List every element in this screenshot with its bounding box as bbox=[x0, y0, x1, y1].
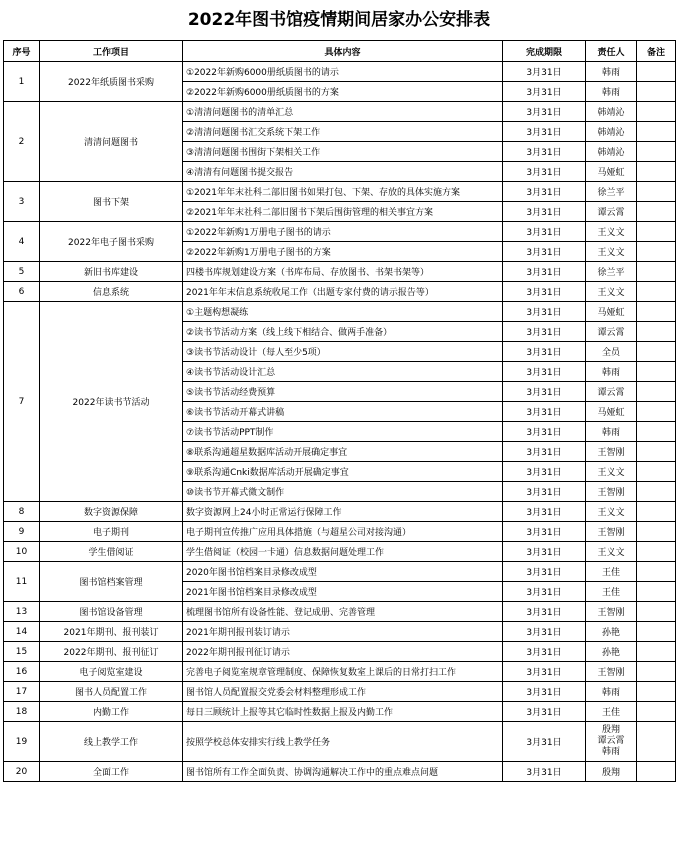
remark-cell bbox=[637, 162, 676, 182]
deadline-cell: 3月31日 bbox=[503, 542, 586, 562]
project-cell: 全面工作 bbox=[40, 762, 183, 782]
owner-cell: 谭云霄 bbox=[586, 382, 637, 402]
deadline-cell: 3月31日 bbox=[503, 422, 586, 442]
owner-cell: 全员 bbox=[586, 342, 637, 362]
deadline-cell: 3月31日 bbox=[503, 102, 586, 122]
table-row bbox=[4, 662, 676, 682]
content-cell: ③清清问题图书围街下架相关工作 bbox=[183, 142, 503, 162]
remark-cell bbox=[637, 282, 676, 302]
owner-cell: 徐兰平 bbox=[586, 182, 637, 202]
header-owner: 责任人 bbox=[586, 41, 637, 62]
project-cell: 2022年电子图书采购 bbox=[40, 222, 183, 262]
row-number-cell: 8 bbox=[4, 502, 40, 522]
project-cell: 2022年期刊、报刊征订 bbox=[40, 642, 183, 662]
remark-cell bbox=[637, 182, 676, 202]
deadline-cell: 3月31日 bbox=[503, 182, 586, 202]
owner-cell: 王佳 bbox=[586, 562, 637, 582]
owner-cell: 韩靖沁 bbox=[586, 122, 637, 142]
content-cell: ⑨联系沟通Cnki数据库活动开展确定事宜 bbox=[183, 462, 503, 482]
content-cell: 2021年年末信息系统收尾工作（出题专家付费的请示报告等） bbox=[183, 282, 503, 302]
remark-cell bbox=[637, 722, 676, 762]
remark-cell bbox=[637, 322, 676, 342]
content-cell: 图书馆人员配置报交党委会材料整理形成工作 bbox=[183, 682, 503, 702]
project-cell: 电子阅览室建设 bbox=[40, 662, 183, 682]
project-cell: 清清问题图书 bbox=[40, 102, 183, 182]
deadline-cell: 3月31日 bbox=[503, 382, 586, 402]
owner-cell: 孙艳 bbox=[586, 642, 637, 662]
project-cell: 线上教学工作 bbox=[40, 722, 183, 762]
content-cell: 电子期刊宣传推广应用具体措施（与超星公司对接沟通） bbox=[183, 522, 503, 542]
deadline-cell: 3月31日 bbox=[503, 702, 586, 722]
content-cell: 按照学校总体安排实行线上教学任务 bbox=[183, 722, 503, 762]
owner-cell: 孙艳 bbox=[586, 622, 637, 642]
deadline-cell: 3月31日 bbox=[503, 202, 586, 222]
row-number-cell: 11 bbox=[4, 562, 40, 602]
owner-cell: 王佳 bbox=[586, 702, 637, 722]
owner-cell: 王义文 bbox=[586, 542, 637, 562]
content-cell: 学生借阅证（校园一卡通）信息数据问题处理工作 bbox=[183, 542, 503, 562]
deadline-cell: 3月31日 bbox=[503, 522, 586, 542]
content-cell: ②2021年年末社科二部旧图书下架后围街管理的相关事宜方案 bbox=[183, 202, 503, 222]
owner-cell: 王义文 bbox=[586, 222, 637, 242]
remark-cell bbox=[637, 102, 676, 122]
owner-cell: 王智刚 bbox=[586, 662, 637, 682]
schedule-table bbox=[3, 40, 676, 782]
remark-cell bbox=[637, 502, 676, 522]
table-row bbox=[4, 622, 676, 642]
remark-cell bbox=[637, 302, 676, 322]
owner-cell: 王佳 bbox=[586, 582, 637, 602]
table-row bbox=[4, 762, 676, 782]
remark-cell bbox=[637, 142, 676, 162]
owner-cell: 王智刚 bbox=[586, 442, 637, 462]
project-cell: 数字资源保障 bbox=[40, 502, 183, 522]
remark-cell bbox=[637, 222, 676, 242]
project-cell: 图书馆设备管理 bbox=[40, 602, 183, 622]
owner-cell: 韩靖沁 bbox=[586, 102, 637, 122]
deadline-cell: 3月31日 bbox=[503, 442, 586, 462]
remark-cell bbox=[637, 342, 676, 362]
sheet-title: 2022年图书馆疫情期间居家办公安排表 bbox=[187, 10, 491, 30]
remark-cell bbox=[637, 522, 676, 542]
content-cell: ②2022年新购1万册电子图书的方案 bbox=[183, 242, 503, 262]
table-row bbox=[4, 282, 676, 302]
remark-cell bbox=[637, 402, 676, 422]
table-row bbox=[4, 102, 676, 122]
owner-cell: 王义文 bbox=[586, 282, 637, 302]
content-cell: ①清清问题图书的清单汇总 bbox=[183, 102, 503, 122]
content-cell: ①2021年年末社科二部旧图书如果打包、下架、存放的具体实施方案 bbox=[183, 182, 503, 202]
remark-cell bbox=[637, 642, 676, 662]
row-number-cell: 2 bbox=[4, 102, 40, 182]
project-cell: 内勤工作 bbox=[40, 702, 183, 722]
row-number-cell: 15 bbox=[4, 642, 40, 662]
table-row bbox=[4, 62, 676, 82]
deadline-cell: 3月31日 bbox=[503, 502, 586, 522]
remark-cell bbox=[637, 482, 676, 502]
remark-cell bbox=[637, 702, 676, 722]
table-row bbox=[4, 722, 676, 762]
owner-cell: 谭云霄 bbox=[586, 322, 637, 342]
owner-cell: 徐兰平 bbox=[586, 262, 637, 282]
deadline-cell: 3月31日 bbox=[503, 682, 586, 702]
deadline-cell: 3月31日 bbox=[503, 342, 586, 362]
deadline-cell: 3月31日 bbox=[503, 302, 586, 322]
owner-cell: 马娅虹 bbox=[586, 162, 637, 182]
deadline-cell: 3月31日 bbox=[503, 282, 586, 302]
owner-cell: 王智刚 bbox=[586, 602, 637, 622]
remark-cell bbox=[637, 682, 676, 702]
deadline-cell: 3月31日 bbox=[503, 402, 586, 422]
deadline-cell: 3月31日 bbox=[503, 642, 586, 662]
project-cell: 信息系统 bbox=[40, 282, 183, 302]
table-row bbox=[4, 542, 676, 562]
remark-cell bbox=[637, 562, 676, 582]
header-row bbox=[4, 41, 676, 62]
content-cell: 2022年期刊报刊征订请示 bbox=[183, 642, 503, 662]
content-cell: 2021年图书馆档案目录修改成型 bbox=[183, 582, 503, 602]
content-cell: 四楼书库规划建设方案（书库布局、存放图书、书架书架等） bbox=[183, 262, 503, 282]
content-cell: 完善电子阅览室规章管理制度、保障恢复数室上课后的日常打扫工作 bbox=[183, 662, 503, 682]
remark-cell bbox=[637, 382, 676, 402]
content-cell: ①主题构想凝练 bbox=[183, 302, 503, 322]
owner-cell: 韩雨 bbox=[586, 422, 637, 442]
content-cell: ④清清有问题图书提交报告 bbox=[183, 162, 503, 182]
remark-cell bbox=[637, 202, 676, 222]
deadline-cell: 3月31日 bbox=[503, 162, 586, 182]
deadline-cell: 3月31日 bbox=[503, 142, 586, 162]
header-project: 工作项目 bbox=[40, 41, 183, 62]
table-row bbox=[4, 702, 676, 722]
content-cell: ④读书节活动设计汇总 bbox=[183, 362, 503, 382]
project-cell: 新旧书库建设 bbox=[40, 262, 183, 282]
content-cell: 2020年图书馆档案目录修改成型 bbox=[183, 562, 503, 582]
table-row bbox=[4, 502, 676, 522]
row-number-cell: 7 bbox=[4, 302, 40, 502]
row-number-cell: 10 bbox=[4, 542, 40, 562]
table-row bbox=[4, 302, 676, 322]
content-cell: 数字资源网上24小时正常运行保障工作 bbox=[183, 502, 503, 522]
remark-cell bbox=[637, 462, 676, 482]
project-cell: 图书馆档案管理 bbox=[40, 562, 183, 602]
row-number-cell: 3 bbox=[4, 182, 40, 222]
owner-cell: 王智刚 bbox=[586, 522, 637, 542]
content-cell: ⑩读书节开幕式微文制作 bbox=[183, 482, 503, 502]
row-number-cell: 20 bbox=[4, 762, 40, 782]
deadline-cell: 3月31日 bbox=[503, 242, 586, 262]
deadline-cell: 3月31日 bbox=[503, 362, 586, 382]
project-cell: 图书下架 bbox=[40, 182, 183, 222]
owner-cell: 王义文 bbox=[586, 462, 637, 482]
remark-cell bbox=[637, 62, 676, 82]
deadline-cell: 3月31日 bbox=[503, 482, 586, 502]
remark-cell bbox=[637, 582, 676, 602]
table-row bbox=[4, 522, 676, 542]
owner-cell: 韩雨 bbox=[586, 682, 637, 702]
owner-cell: 韩靖沁 bbox=[586, 142, 637, 162]
row-number-cell: 4 bbox=[4, 222, 40, 262]
content-cell: ⑦读书节活动PPT制作 bbox=[183, 422, 503, 442]
project-cell: 2022年纸质图书采购 bbox=[40, 62, 183, 102]
deadline-cell: 3月31日 bbox=[503, 222, 586, 242]
table-row bbox=[4, 562, 676, 582]
project-cell: 学生借阅证 bbox=[40, 542, 183, 562]
content-cell: ⑧联系沟通超星数据库活动开展确定事宜 bbox=[183, 442, 503, 462]
table-row bbox=[4, 262, 676, 282]
table-row bbox=[4, 682, 676, 702]
remark-cell bbox=[637, 622, 676, 642]
table-row bbox=[4, 182, 676, 202]
row-number-cell: 19 bbox=[4, 722, 40, 762]
owner-cell: 王智刚 bbox=[586, 482, 637, 502]
content-cell: ③读书节活动设计（每人至少5项） bbox=[183, 342, 503, 362]
deadline-cell: 3月31日 bbox=[503, 122, 586, 142]
deadline-cell: 3月31日 bbox=[503, 82, 586, 102]
owner-cell: 马娅虹 bbox=[586, 302, 637, 322]
remark-cell bbox=[637, 542, 676, 562]
deadline-cell: 3月31日 bbox=[503, 662, 586, 682]
owner-cell: 韩雨 bbox=[586, 62, 637, 82]
table-row bbox=[4, 602, 676, 622]
remark-cell bbox=[637, 262, 676, 282]
content-cell: 每日三顾统计上报等其它临时性数据上报及内勤工作 bbox=[183, 702, 503, 722]
header-no: 序号 bbox=[4, 41, 40, 62]
deadline-cell: 3月31日 bbox=[503, 582, 586, 602]
content-cell: ①2022年新购6000册纸质图书的请示 bbox=[183, 62, 503, 82]
row-number-cell: 6 bbox=[4, 282, 40, 302]
deadline-cell: 3月31日 bbox=[503, 562, 586, 582]
remark-cell bbox=[637, 662, 676, 682]
remark-cell bbox=[637, 442, 676, 462]
row-number-cell: 5 bbox=[4, 262, 40, 282]
content-cell: 梳理图书馆所有设备性能、登记成册、完善管理 bbox=[183, 602, 503, 622]
remark-cell bbox=[637, 422, 676, 442]
content-cell: ②清清问题图书汇交系统下架工作 bbox=[183, 122, 503, 142]
owner-cell: 马娅虹 bbox=[586, 402, 637, 422]
table-row bbox=[4, 642, 676, 662]
row-number-cell: 16 bbox=[4, 662, 40, 682]
remark-cell bbox=[637, 762, 676, 782]
deadline-cell: 3月31日 bbox=[503, 602, 586, 622]
content-cell: ⑤读书节活动经费预算 bbox=[183, 382, 503, 402]
header-remark: 备注 bbox=[637, 41, 676, 62]
row-number-cell: 1 bbox=[4, 62, 40, 102]
project-cell: 电子期刊 bbox=[40, 522, 183, 542]
project-cell: 图书人员配置工作 bbox=[40, 682, 183, 702]
deadline-cell: 3月31日 bbox=[503, 322, 586, 342]
table-body bbox=[4, 62, 676, 782]
table-row bbox=[4, 222, 676, 242]
deadline-cell: 3月31日 bbox=[503, 62, 586, 82]
content-cell: ①2022年新购1万册电子图书的请示 bbox=[183, 222, 503, 242]
row-number-cell: 17 bbox=[4, 682, 40, 702]
content-cell: ⑥读书节活动开幕式讲稿 bbox=[183, 402, 503, 422]
row-number-cell: 14 bbox=[4, 622, 40, 642]
remark-cell bbox=[637, 242, 676, 262]
row-number-cell: 13 bbox=[4, 602, 40, 622]
owner-cell: 殷翔 bbox=[586, 762, 637, 782]
header-deadline: 完成期限 bbox=[503, 41, 586, 62]
deadline-cell: 3月31日 bbox=[503, 262, 586, 282]
content-cell: ②读书节活动方案（线上线下相结合、做两手准备） bbox=[183, 322, 503, 342]
row-number-cell: 9 bbox=[4, 522, 40, 542]
deadline-cell: 3月31日 bbox=[503, 762, 586, 782]
owner-cell: 王义文 bbox=[586, 502, 637, 522]
content-cell: 图书馆所有工作全面负责、协调沟通解决工作中的重点难点问题 bbox=[183, 762, 503, 782]
owner-cell: 韩雨 bbox=[586, 82, 637, 102]
remark-cell bbox=[637, 82, 676, 102]
deadline-cell: 3月31日 bbox=[503, 722, 586, 762]
owner-cell: 王义文 bbox=[586, 242, 637, 262]
deadline-cell: 3月31日 bbox=[503, 622, 586, 642]
owner-cell: 殷翔 谭云霄 韩雨 bbox=[586, 722, 637, 762]
remark-cell bbox=[637, 602, 676, 622]
content-cell: 2021年期刊报刊装订请示 bbox=[183, 622, 503, 642]
header-content: 具体内容 bbox=[183, 41, 503, 62]
project-cell: 2022年读书节活动 bbox=[40, 302, 183, 502]
row-number-cell: 18 bbox=[4, 702, 40, 722]
owner-cell: 韩雨 bbox=[586, 362, 637, 382]
remark-cell bbox=[637, 362, 676, 382]
owner-cell: 谭云霄 bbox=[586, 202, 637, 222]
deadline-cell: 3月31日 bbox=[503, 462, 586, 482]
project-cell: 2021年期刊、报刊装订 bbox=[40, 622, 183, 642]
remark-cell bbox=[637, 122, 676, 142]
content-cell: ②2022年新购6000册纸质图书的方案 bbox=[183, 82, 503, 102]
